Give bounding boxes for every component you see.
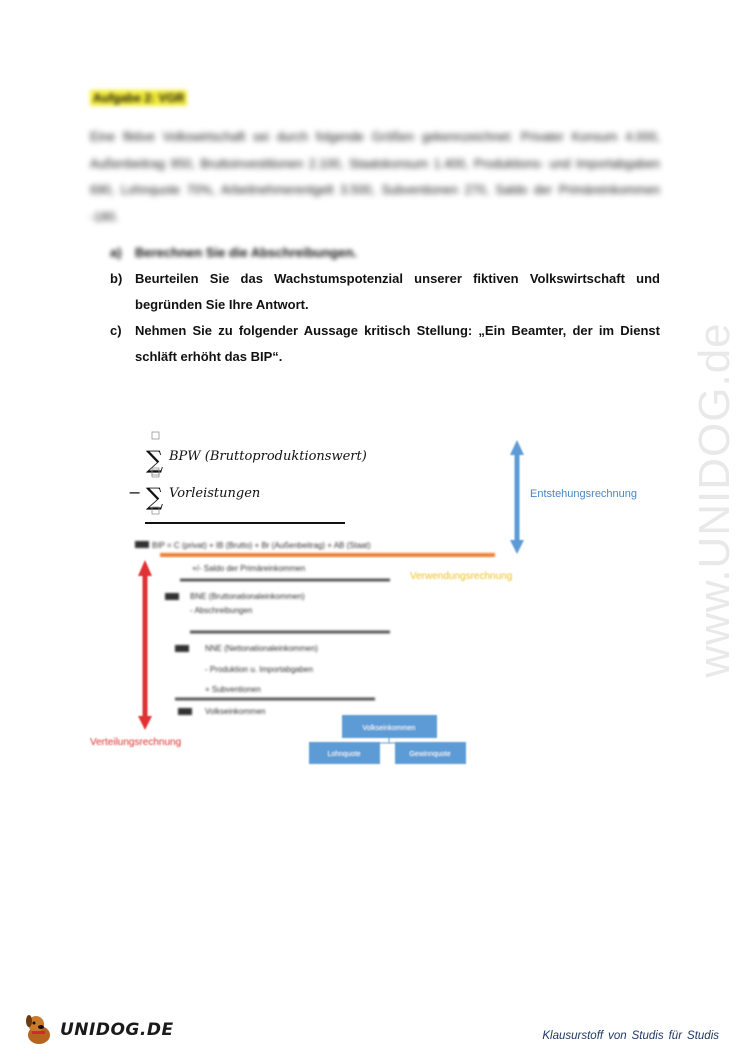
subventionen-label: + Subventionen: [205, 685, 261, 694]
bullet-icon: [178, 708, 192, 715]
bne-block: [165, 564, 390, 632]
footer-tagline: Klausurstoff von Studis für Studis: [542, 1030, 719, 1042]
volkseinkommen-label: Volkseinkommen: [205, 707, 266, 716]
produktion-label: - Produktion u. Importabgaben: [205, 665, 314, 674]
task-heading: Aufgabe 2: VGR: [90, 90, 187, 106]
unidog-logo: [22, 1012, 174, 1048]
entstehung-label: Entstehungsrechnung: [530, 488, 638, 500]
bip-equation: BIP = C (privat) + IB (Brutto) + Br (Außenbeitrag) + AB (Staat): [152, 541, 371, 550]
saldo-label: +/- Saldo der Primäreinkommen: [192, 564, 306, 573]
task-intro-paragraph: Eine fiktive Volkswirtschaft sei durch folgende Größen gekennzeichnet: Privater Konsum 4.000, Außenbeitrag 950, Bruttoinvestitionen 2.100, Staatskonsum 1.400, Produktions- und Importabgaben 690, Lohnquote 70%, Arbeitnehmerentgelt 3.500, Subventionen 270, Saldo der Primäreinkommen -180.: [90, 130, 660, 224]
task-text: Berechnen Sie die Abschreibungen.: [135, 245, 358, 260]
svg-text:Lohnquote: Lohnquote: [327, 751, 361, 758]
task-marker: a): [110, 245, 122, 260]
watermark-text: www.UNIDOG.de: [690, 322, 739, 678]
vorleistungen-label: Vorleistungen: [169, 486, 261, 501]
verteilung-arrow: [138, 560, 152, 730]
bpw-formula: [146, 432, 367, 477]
einkommen-boxes: [309, 715, 466, 764]
verteilung-label: Verteilungsrechnung: [90, 737, 182, 748]
bullet-icon: [165, 593, 179, 600]
task-text: Beurteilen Sie das Wachstumspotenzial unserer fiktiven Volkswirtschaft und begründen Sie Ihre Antwort.: [135, 271, 660, 312]
bpw-label: BPW (Bruttoproduktionswert): [169, 449, 367, 464]
bne-label: BNE (Bruttonationaleinkommen): [190, 592, 305, 601]
bip-row: [135, 541, 495, 555]
minus-sign: −: [128, 483, 142, 502]
task-marker: c): [110, 323, 122, 338]
svg-text:Volkseinkommen: Volkseinkommen: [362, 725, 416, 732]
verwendung-label: Verwendungsrechnung: [410, 571, 513, 582]
vorleistungen-formula: [128, 468, 260, 514]
sigma-icon: ∑: [146, 483, 164, 511]
dog-mascot-icon: [22, 1013, 56, 1047]
abschreibungen-label: - Abschreibungen: [190, 606, 253, 615]
bullet-icon: [175, 645, 189, 652]
nne-block: [175, 644, 375, 716]
task-text: Nehmen Sie zu folgender Aussage kritisch Stellung: „Ein Beamter, der im Dienst schläft erhöht das BIP“.: [135, 323, 660, 364]
svg-text:Gewinnquote: Gewinnquote: [409, 751, 451, 758]
bullet-icon: [135, 541, 149, 548]
entstehung-arrow: [510, 440, 524, 554]
nne-label: NNE (Nettonationaleinkommen): [205, 644, 318, 653]
task-marker: b): [110, 271, 123, 286]
index-box-icon: [152, 432, 159, 439]
sigma-icon: ∑: [146, 446, 164, 474]
logo-text: UNIDOG.DE: [60, 1020, 174, 1040]
